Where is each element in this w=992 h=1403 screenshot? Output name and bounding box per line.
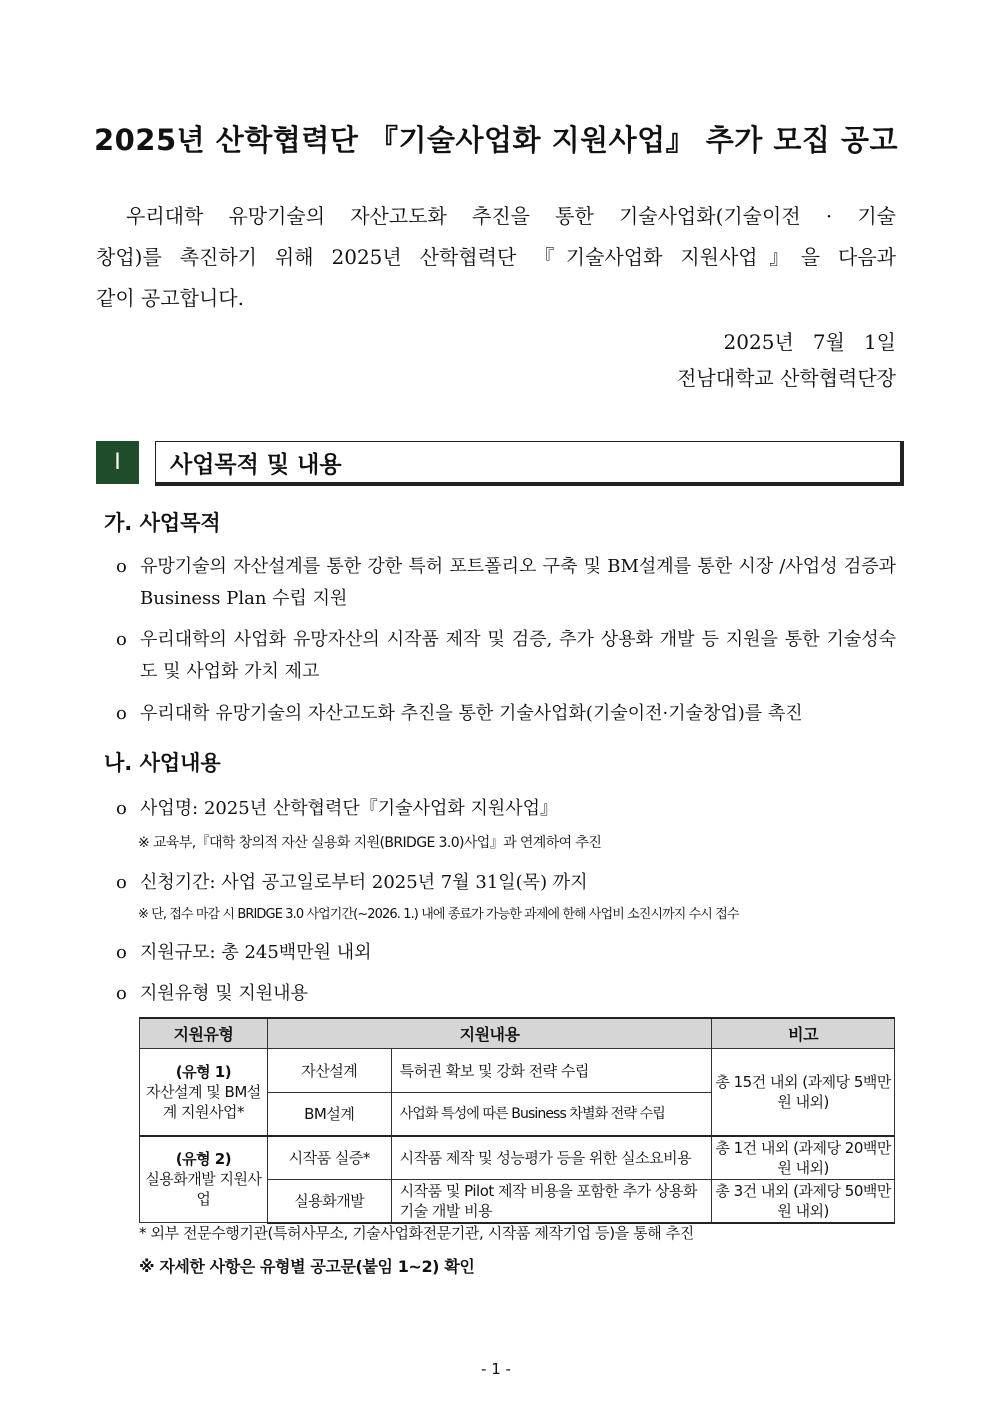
header-cell: 지원내용 bbox=[267, 1018, 711, 1049]
note-cell: 총 15건 내외 (과제당 5백만원 내외) bbox=[712, 1049, 895, 1136]
desc-cell: 사업화 특성에 따른 Business 차별화 전략 수립 bbox=[391, 1093, 712, 1136]
bullet-marker: o bbox=[116, 983, 127, 1004]
content-item bbox=[116, 867, 896, 899]
subtype-cell: 자산설계 bbox=[267, 1049, 391, 1093]
desc-cell: 특허권 확보 및 강화 전략 수립 bbox=[391, 1049, 712, 1093]
type-name: 실용화개발 지원사업 bbox=[145, 1170, 262, 1209]
issuer: 전남대학교 산학협력단장 bbox=[677, 366, 896, 390]
desc-cell: 시작품 및 Pilot 제작 비용을 포함한 추가 상용화 기술 개발 비용 bbox=[391, 1179, 712, 1223]
type-name: 자산설계 및 BM설계 지원사업* bbox=[146, 1082, 261, 1121]
announcement-date: 2025년 7월 1일 bbox=[723, 330, 896, 354]
table-footnote: * 외부 전문수행기관(특허사무소, 기술사업화전문기관, 시작품 제작기업 등)을 통해 추진 bbox=[139, 1224, 694, 1242]
purpose-item-text: 유망기술의 자산설계를 통한 강한 특허 포트폴리오 구축 및 BM설계를 통한 시장 /사업성 검증과 Business Plan 수립 지원 bbox=[140, 556, 896, 609]
type-cell bbox=[140, 1049, 268, 1136]
purpose-item bbox=[116, 551, 896, 615]
header-cell: 비고 bbox=[712, 1018, 895, 1049]
table-header-row bbox=[140, 1018, 895, 1049]
bullet-marker: o bbox=[116, 556, 127, 577]
bullet-marker: o bbox=[116, 629, 127, 650]
content-item bbox=[116, 937, 896, 969]
subtype-cell: 시작품 실증* bbox=[267, 1136, 391, 1180]
purpose-item-text: 우리대학의 사업화 유망자산의 시작품 제작 및 검증, 추가 상용화 개발 등 지원을 통한 기술성숙도 및 사업화 가치 제고 bbox=[140, 629, 896, 682]
content-item-text: 지원규모: 총 245백만원 내외 bbox=[140, 942, 372, 963]
note-cell: 총 1건 내외 (과제당 20백만원 내외) bbox=[712, 1136, 895, 1180]
bullet-marker: o bbox=[116, 872, 127, 893]
bullet-marker: o bbox=[116, 798, 127, 819]
section-title bbox=[155, 441, 904, 486]
purpose-heading: 가. 사업목적 bbox=[104, 511, 221, 535]
content-item bbox=[116, 793, 896, 825]
content-item-text: 지원유형 및 지원내용 bbox=[140, 983, 308, 1004]
intro-line: 같이 공고합니다. bbox=[96, 286, 244, 310]
desc-cell: 시작품 제작 및 성능평가 등을 위한 실소요비용 bbox=[391, 1136, 712, 1180]
intro-paragraph bbox=[96, 196, 896, 319]
table-footnote-bold: ※ 자세한 사항은 유형별 공고문(붙임 1~2) 확인 bbox=[139, 1257, 475, 1276]
bullet-marker: o bbox=[116, 942, 127, 963]
purpose-item-text: 우리대학 유망기술의 자산고도화 추진을 통한 기술사업화(기술이전·기술창업)를 촉진 bbox=[140, 703, 803, 724]
type-label: (유형 1) bbox=[175, 1062, 232, 1081]
support-table bbox=[139, 1017, 895, 1224]
header-cell: 지원유형 bbox=[140, 1018, 268, 1049]
type-label: (유형 2) bbox=[175, 1150, 232, 1169]
section-number: Ⅰ bbox=[96, 441, 139, 484]
intro-line: 우리대학 유망기술의 자산고도화 추진을 통한 기술사업화(기술이전 · 기술 bbox=[126, 204, 896, 228]
page-number: - 1 - bbox=[481, 1360, 511, 1378]
content-item-text: 신청기간: 사업 공고일로부터 2025년 7월 31일(목) 까지 bbox=[140, 872, 588, 893]
table-row bbox=[140, 1049, 895, 1093]
purpose-item bbox=[116, 624, 896, 688]
table-row bbox=[140, 1136, 895, 1180]
subtype-cell: 실용화개발 bbox=[267, 1179, 391, 1223]
content-item-text: 사업명: 2025년 산학협력단『기술사업화 지원사업』 bbox=[140, 798, 559, 819]
purpose-item bbox=[116, 698, 896, 730]
type-cell bbox=[140, 1136, 268, 1223]
content-note: ※ 단, 접수 마감 시 BRIDGE 3.0 사업기간(~2026. 1.) 내에 종료가 가능한 과제에 한해 사업비 소진시까지 수시 접수 bbox=[138, 907, 739, 922]
content-heading: 나. 사업내용 bbox=[104, 751, 221, 775]
note-cell: 총 3건 내외 (과제당 50백만원 내외) bbox=[712, 1179, 895, 1223]
document-title: 2025년 산학협력단 『기술사업화 지원사업』 추가 모집 공고 bbox=[93, 123, 899, 157]
section-title-text: 사업목적 및 내용 bbox=[170, 451, 342, 478]
bullet-marker: o bbox=[116, 703, 127, 724]
content-note: ※ 교육부,『대학 창의적 자산 실용화 지원(BRIDGE 3.0)사업』과 연계하여 추진 bbox=[138, 835, 602, 851]
intro-line: 창업)를 촉진하기 위해 2025년 산학협력단 『기술사업화 지원사업』을 다음과 bbox=[96, 245, 896, 269]
content-item bbox=[116, 978, 896, 1010]
subtype-cell: BM설계 bbox=[267, 1093, 391, 1136]
